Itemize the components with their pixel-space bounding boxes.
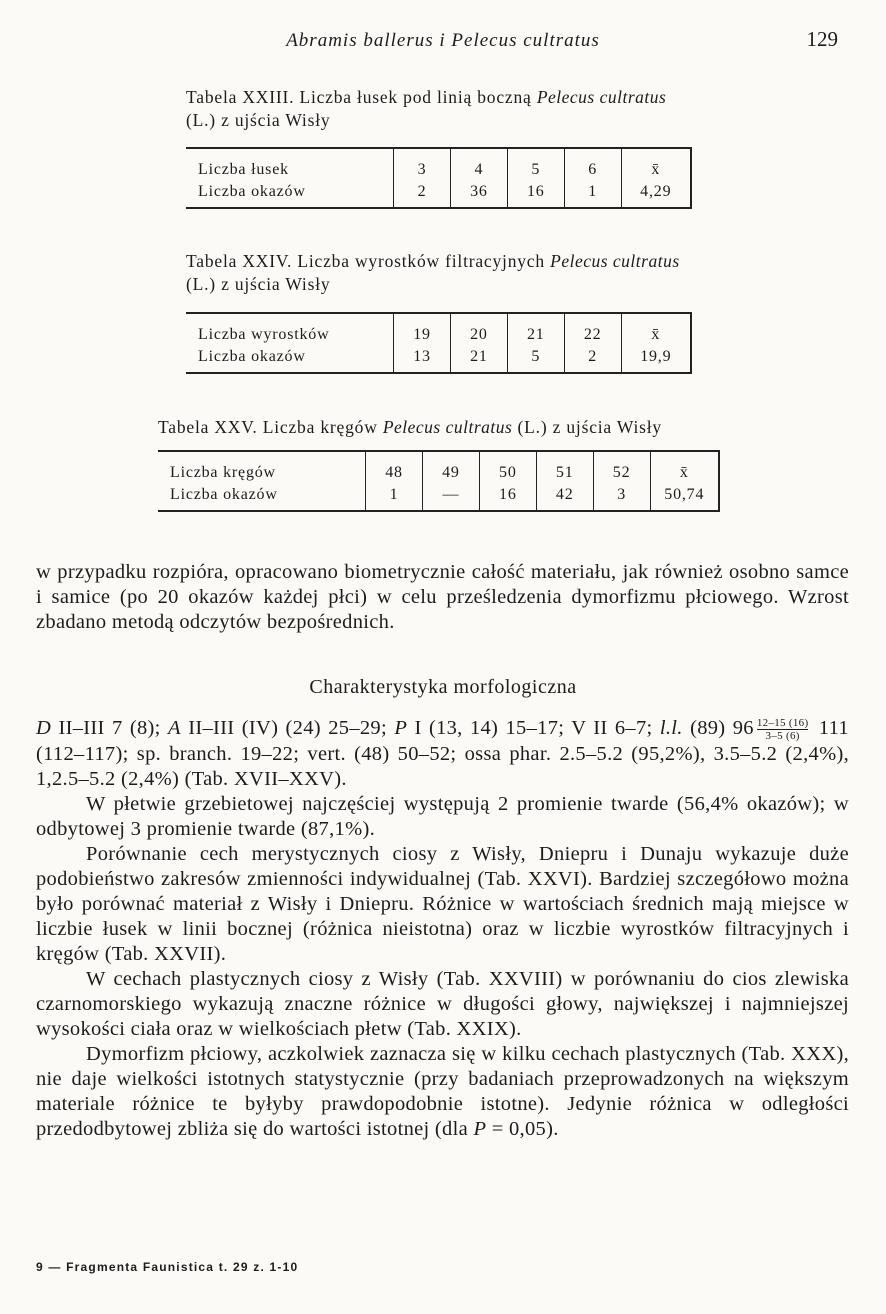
- table-cell: 20: [450, 313, 507, 346]
- table-cell: Liczba okazów: [186, 346, 394, 373]
- formula-value: II–III 7 (8);: [58, 717, 161, 739]
- meristic-formula: [36, 716, 849, 792]
- table-cell: Liczba wyrostków: [186, 313, 394, 346]
- table-cell: 42: [536, 484, 593, 511]
- scale-fraction: [757, 717, 809, 742]
- main-text: [36, 716, 849, 1142]
- table-cell: —: [422, 484, 479, 511]
- table-cell: 21: [507, 313, 564, 346]
- caption-species: Pelecus cultratus: [550, 251, 680, 271]
- footer-signature: 9 — Fragmenta Faunistica t. 29 z. 1-10: [36, 1260, 299, 1274]
- table-cell: 50,74: [650, 484, 719, 511]
- table-cell: 2: [564, 346, 621, 373]
- formula-value: II–III (IV) (24) 25–29;: [188, 717, 387, 739]
- fraction-numerator: 12–15 (16): [756, 716, 809, 729]
- paragraph: w przypadku rozpióra, opracowano biometrycznie całość materiału, jak również osobno samce i samice (po 20 okazów każdej płci) w celu prześledzenia dymorfizmu płciowego. Wzrost zbadano metodą odczytów bezpośrednich.: [36, 561, 849, 633]
- table-cell: 52: [593, 451, 650, 484]
- table-cell: 5: [507, 346, 564, 373]
- caption-prefix: Tabela XXIV. Liczba wyrostków filtracyjnych: [186, 251, 545, 271]
- formula-value: (89) 96: [690, 717, 754, 739]
- table-cell: 48: [366, 451, 423, 484]
- formula-label: D: [36, 717, 52, 739]
- table-cell: 2: [394, 181, 451, 208]
- table-cell: Liczba kręgów: [158, 451, 366, 484]
- table-cell: 1: [366, 484, 423, 511]
- page-number: 129: [806, 27, 838, 51]
- table-cell: 4,29: [621, 181, 691, 208]
- table-cell: 19: [394, 313, 451, 346]
- table-cell: x̄: [650, 451, 719, 484]
- table-cell: 36: [450, 181, 507, 208]
- intro-paragraph: [36, 560, 849, 635]
- table-cell: 21: [450, 346, 507, 373]
- table-cell: 22: [564, 313, 621, 346]
- table-row: [186, 148, 691, 181]
- table-25: [158, 450, 720, 512]
- table-cell: 16: [507, 181, 564, 208]
- table-row: [158, 451, 719, 484]
- formula-label: l.l.: [659, 717, 683, 739]
- paragraph: W cechach plastycznych ciosy z Wisły (Tab. XXVIII) w porównaniu do cios zlewiska czarnomorskiego wykazują znaczne różnice w długości głowy, największej i najmniejszej wysokości ciała oraz w wielkościach płetw (Tab. XXIX).: [36, 967, 849, 1040]
- table-cell: 51: [536, 451, 593, 484]
- table-cell: 50: [479, 451, 536, 484]
- table-cell: Liczba okazów: [158, 484, 366, 511]
- formula-label: P: [473, 1117, 487, 1140]
- table-cell: 1: [564, 181, 621, 208]
- table-row: [158, 484, 719, 511]
- table-cell: 5: [507, 148, 564, 181]
- caption-prefix: Tabela XXV. Liczba kręgów: [158, 417, 378, 437]
- fraction-denominator: 3–5 (6): [765, 729, 800, 742]
- running-title: Abramis ballerus i Pelecus cultratus: [286, 30, 600, 51]
- table-row: [186, 346, 691, 373]
- formula-label: A: [168, 717, 181, 739]
- table-cell: 49: [422, 451, 479, 484]
- table-cell: 3: [394, 148, 451, 181]
- table-caption-23: [186, 86, 698, 132]
- table-cell: Liczba okazów: [186, 181, 394, 208]
- caption-suffix: (L.) z ujścia Wisły: [186, 274, 331, 294]
- paragraph: [36, 1042, 849, 1142]
- table-24: [186, 312, 692, 374]
- section-heading: Charakterystyka morfologiczna: [309, 676, 577, 698]
- table-cell: x̄: [621, 148, 691, 181]
- table-cell: 13: [394, 346, 451, 373]
- formula-value: 111 (112–117); sp. branch. 19–22; vert. (48) 50–52; ossa phar. 2.5–5.2 (95,2%), 3.5–5.2 (2,4%), 1,2.5–5.2 (2,4%) (Tab. XVII–XXV).: [36, 717, 849, 790]
- table-row: [186, 313, 691, 346]
- paragraph: Porównanie cech merystycznych ciosy z Wisły, Dniepru i Dunaju wykazuje duże podobieństwo zakresów zmienności indywidualnej (Tab. XXVI). Bardziej szczegółowo można było porównać materiał z Wisły i Dniepru. Różnice w wartościach średnich mają miejsce w liczbie łusek w linii bocznej (różnica nieistotna) oraz w liczbie wyrostków filtracyjnych i kręgów (Tab. XXVII).: [36, 842, 849, 965]
- paragraph-text: Dymorfizm płciowy, aczkolwiek zaznacza się w kilku cechach plastycznych (Tab. XXX), nie daje wielkości istotnych statystycznie (przy badaniach przeprowadzonych na większym materiale różnice te byłyby prawdopodobnie istotne). Jedynie różnica w odległości przedodbytowej zbliża się do wartości istotnej (dla: [36, 1042, 849, 1140]
- table-cell: 16: [479, 484, 536, 511]
- caption-suffix: (L.) z ujścia Wisły: [517, 417, 662, 437]
- formula-value: I (13, 14) 15–17; V II 6–7;: [414, 717, 653, 739]
- caption-species: Pelecus cultratus: [382, 417, 513, 437]
- table-cell: 4: [450, 148, 507, 181]
- table-caption-24: [186, 250, 698, 296]
- formula-label: P: [394, 717, 408, 739]
- table-cell: Liczba łusek: [186, 148, 394, 181]
- table-cell: 3: [593, 484, 650, 511]
- page-header: [0, 27, 886, 54]
- caption-prefix: Tabela XXIII. Liczba łusek pod linią boczną: [186, 87, 532, 107]
- table-23: [186, 147, 692, 209]
- table-cell: x̄: [621, 313, 691, 346]
- table-cell: 6: [564, 148, 621, 181]
- table-cell: 19,9: [621, 346, 691, 373]
- caption-species: Pelecus cultratus: [536, 87, 667, 107]
- table-caption-25: [158, 416, 758, 439]
- formula-value: = 0,05).: [491, 1117, 559, 1140]
- paragraph: W płetwie grzebietowej najczęściej występują 2 promienie twarde (56,4% okazów); w odbytowej 3 promienie twarde (87,1%).: [36, 792, 849, 840]
- caption-suffix: (L.) z ujścia Wisły: [186, 110, 331, 130]
- table-row: [186, 181, 691, 208]
